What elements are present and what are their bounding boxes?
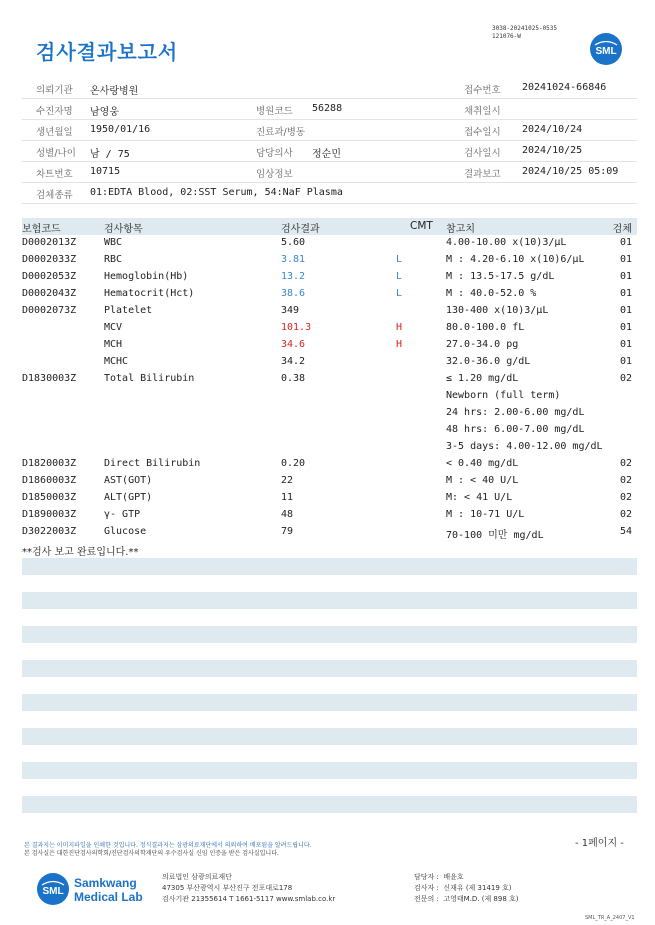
footer-logo-text: SML [42, 886, 64, 897]
info-value: 01:EDTA Blood, 02:SST Serum, 54:NaF Plasma [90, 187, 343, 198]
table-row [22, 388, 637, 405]
cell-item: γ- GTP [104, 509, 141, 520]
table-row [22, 643, 637, 660]
form-code: SML_TR_A_2407_V1 [585, 915, 635, 921]
cell-reference: M : 13.5-17.5 g/dL [446, 271, 555, 282]
cell-item: Glucose [104, 526, 147, 537]
cell-code: D1820003Z [22, 458, 77, 469]
table-row [22, 303, 637, 320]
samkwang-logo [36, 872, 156, 906]
cell-cmt: L [396, 288, 403, 299]
header-reference: 참고치 [446, 224, 475, 235]
cell-specimen: 01 [619, 288, 632, 299]
cell-cmt: H [396, 339, 403, 350]
cell-reference: 130-400 x(10)3/μL [446, 305, 549, 316]
cell-code: D0002043Z [22, 288, 77, 299]
info-label: 의뢰기관 [36, 85, 73, 96]
cell-reference: 3-5 days: 4.00-12.00 mg/dL [446, 441, 603, 452]
table-row [22, 677, 637, 694]
brand-name-1: Samkwang [74, 876, 137, 890]
sml-logo-text: SML [595, 46, 617, 57]
info-row [22, 141, 637, 162]
header-item: 검사항목 [104, 224, 143, 235]
info-label: 담당의사 [256, 148, 293, 159]
table-row [22, 235, 637, 252]
table-row [22, 813, 637, 830]
info-label: 생년월일 [36, 127, 73, 138]
table-row [22, 456, 637, 473]
header-cmt: CMT [410, 220, 433, 232]
cell-reference: 24 hrs: 2.00-6.00 mg/dL [446, 407, 585, 418]
results-header [22, 218, 637, 235]
cell-item: ALT(GPT) [104, 492, 153, 503]
table-row [22, 694, 637, 711]
cell-code: D0002073Z [22, 305, 77, 316]
table-row [22, 626, 637, 643]
info-label: 성별/나이 [36, 148, 76, 159]
cell-specimen: 01 [619, 305, 632, 316]
cell-specimen: 02 [619, 373, 632, 384]
cell-result: 79 [281, 526, 294, 537]
table-row [22, 439, 637, 456]
cell-item: AST(GOT) [104, 475, 153, 486]
cell-reference: < 0.40 mg/dL [446, 458, 519, 469]
table-row [22, 592, 637, 609]
document-id-line-2: 121076-W [492, 33, 521, 40]
info-row [22, 120, 637, 141]
cell-specimen: 01 [619, 271, 632, 282]
info-row [22, 162, 637, 183]
table-row [22, 320, 637, 337]
table-row [22, 337, 637, 354]
footnote-image-notice: 본 결과지는 이미지파일을 인쇄한 것입니다. 정식결과지는 삼광의료재단에서 의뢰하여 배포됨을 알려드립니다. [24, 842, 312, 849]
cell-cmt: L [396, 271, 403, 282]
info-value: 20241024-66846 [522, 82, 607, 93]
table-row [22, 728, 637, 745]
cell-specimen: 02 [619, 458, 632, 469]
brand-name-2: Medical Lab [74, 890, 143, 904]
cell-specimen: 54 [619, 526, 632, 537]
info-value: 정순민 [312, 149, 341, 160]
table-row [22, 473, 637, 490]
table-row [22, 541, 637, 558]
table-row [22, 660, 637, 677]
info-row [22, 99, 637, 120]
cell-cmt: L [396, 254, 403, 265]
info-value: 1950/01/16 [90, 124, 151, 135]
cell-code: D0002053Z [22, 271, 77, 282]
cell-specimen: 02 [619, 509, 632, 520]
cell-cmt: H [396, 322, 403, 333]
table-row [22, 609, 637, 626]
table-row [22, 490, 637, 507]
info-row [22, 183, 637, 204]
cell-result: 11 [281, 492, 294, 503]
info-value: 2024/10/24 [522, 124, 583, 135]
header-result: 검사결과 [281, 224, 320, 235]
info-label: 차트번호 [36, 169, 73, 180]
info-value: 온사랑병원 [90, 86, 139, 97]
cell-result: 34.6 [281, 339, 306, 350]
header-code: 보험코드 [22, 224, 61, 235]
cell-specimen: 01 [619, 356, 632, 367]
cell-reference: M : 40.0-52.0 % [446, 288, 537, 299]
cell-item: RBC [104, 254, 123, 265]
cell-reference: 70-100 미만 mg/dL [446, 530, 544, 541]
cell-result: 5.60 [281, 237, 306, 248]
table-row [22, 558, 637, 575]
cell-item: MCHC [104, 356, 129, 367]
cell-code: D1830003Z [22, 373, 77, 384]
cell-item: Total Bilirubin [104, 373, 195, 384]
sml-logo [589, 32, 623, 66]
cell-reference: M : < 40 U/L [446, 475, 519, 486]
table-row [22, 711, 637, 728]
patient-info [22, 78, 637, 204]
cell-reference: M : 4.20-6.10 x(10)6/μL [446, 254, 585, 265]
cell-item: MCH [104, 339, 123, 350]
cell-reference: 27.0-34.0 pg [446, 339, 519, 350]
cell-specimen: 01 [619, 339, 632, 350]
info-value: 10715 [90, 166, 121, 177]
info-label: 진료과/병동 [256, 127, 306, 138]
results-body [22, 235, 637, 830]
table-row [22, 575, 637, 592]
table-row [22, 371, 637, 388]
cell-item: Hematocrit(Hct) [104, 288, 195, 299]
cell-item: WBC [104, 237, 123, 248]
cell-reference: 48 hrs: 6.00-7.00 mg/dL [446, 424, 585, 435]
table-row [22, 524, 637, 541]
cell-result: 0.20 [281, 458, 306, 469]
cell-result: 0.38 [281, 373, 306, 384]
footer-staff: 담당자 : 배윤호 검사자 : 신재유 (제 31419 호) 전문의 : 고영태M.D. (제 898 호) [414, 873, 519, 903]
cell-reference: Newborn (full term) [446, 390, 561, 401]
cell-reference: ≤ 1.20 mg/dL [446, 373, 519, 384]
info-value: 남영웅 [90, 107, 119, 118]
table-row [22, 252, 637, 269]
header-specimen: 검체 [612, 224, 632, 235]
info-label: 검사일시 [464, 148, 501, 159]
cell-result: 48 [281, 509, 294, 520]
table-row [22, 269, 637, 286]
cell-item: Hemoglobin(Hb) [104, 271, 189, 282]
info-label: 결과보고 [464, 169, 501, 180]
footnote-accreditation: 본 검사실은 대한진단검사의학회/진단검사의학재단의 우수검사실 신임 인증을 받은 검사실입니다. [24, 850, 279, 857]
footer-address: 의료법인 삼광의료재단 47305 부산광역시 부산진구 전포대로178 검사기관 21355614 T 1661-5117 www.smlab.co.kr [162, 873, 336, 903]
cell-reference: 4.00-10.00 x(10)3/μL [446, 237, 567, 248]
cell-reference: 80.0-100.0 fL [446, 322, 525, 333]
cell-code: D3022003Z [22, 526, 77, 537]
table-row [22, 796, 637, 813]
cell-code: D0002013Z [22, 237, 77, 248]
cell-result: 13.2 [281, 271, 306, 282]
cell-code: D0002033Z [22, 254, 77, 265]
info-label: 접수일시 [464, 127, 501, 138]
info-row [22, 78, 637, 99]
cell-result: 22 [281, 475, 294, 486]
table-row [22, 422, 637, 439]
info-value: 2024/10/25 05:09 [522, 166, 619, 177]
cell-result: 349 [281, 305, 300, 316]
cell-specimen: 02 [619, 492, 632, 503]
cell-specimen: 01 [619, 237, 632, 248]
info-label: 수진자명 [36, 106, 73, 117]
info-label: 채취일시 [464, 106, 501, 117]
table-row [22, 507, 637, 524]
table-row [22, 286, 637, 303]
table-row [22, 762, 637, 779]
cell-specimen: 01 [619, 322, 632, 333]
info-label: 접수번호 [464, 85, 501, 96]
cell-item: MCV [104, 322, 123, 333]
info-value: 남 / 75 [90, 149, 130, 160]
cell-reference: 32.0-36.0 g/dL [446, 356, 531, 367]
table-row [22, 745, 637, 762]
cell-specimen: 01 [619, 254, 632, 265]
document-id-line-1: 3038-20241025-0535 [492, 25, 558, 32]
cell-result: 3.81 [281, 254, 306, 265]
cell-code: D1850003Z [22, 492, 77, 503]
cell-reference: M : 10-71 U/L [446, 509, 525, 520]
cell-code: D1890003Z [22, 509, 77, 520]
cell-result: 38.6 [281, 288, 306, 299]
footnotes [24, 842, 312, 858]
page-number: - 1페이지 - [575, 838, 624, 849]
footer-logo [36, 872, 156, 910]
table-row [22, 354, 637, 371]
cell-item: Platelet [104, 305, 153, 316]
page-title: 검사결과보고서 [36, 40, 179, 64]
info-label: 병원코드 [256, 106, 293, 117]
table-row [22, 405, 637, 422]
info-label: 임상정보 [256, 169, 293, 180]
results-table [22, 218, 637, 830]
info-label: 검체종류 [36, 190, 73, 201]
cell-item: Direct Bilirubin [104, 458, 201, 469]
cell-result: 34.2 [281, 356, 306, 367]
cell-code: D1860003Z [22, 475, 77, 486]
info-value: 56288 [312, 103, 343, 114]
table-row [22, 779, 637, 796]
cell-specimen: 02 [619, 475, 632, 486]
document-id [492, 25, 557, 41]
cell-reference: M: < 41 U/L [446, 492, 513, 503]
info-value: 2024/10/25 [522, 145, 583, 156]
cell-result: 101.3 [281, 322, 312, 333]
cell-code: **검사 보고 완료입니다.** [22, 547, 139, 558]
